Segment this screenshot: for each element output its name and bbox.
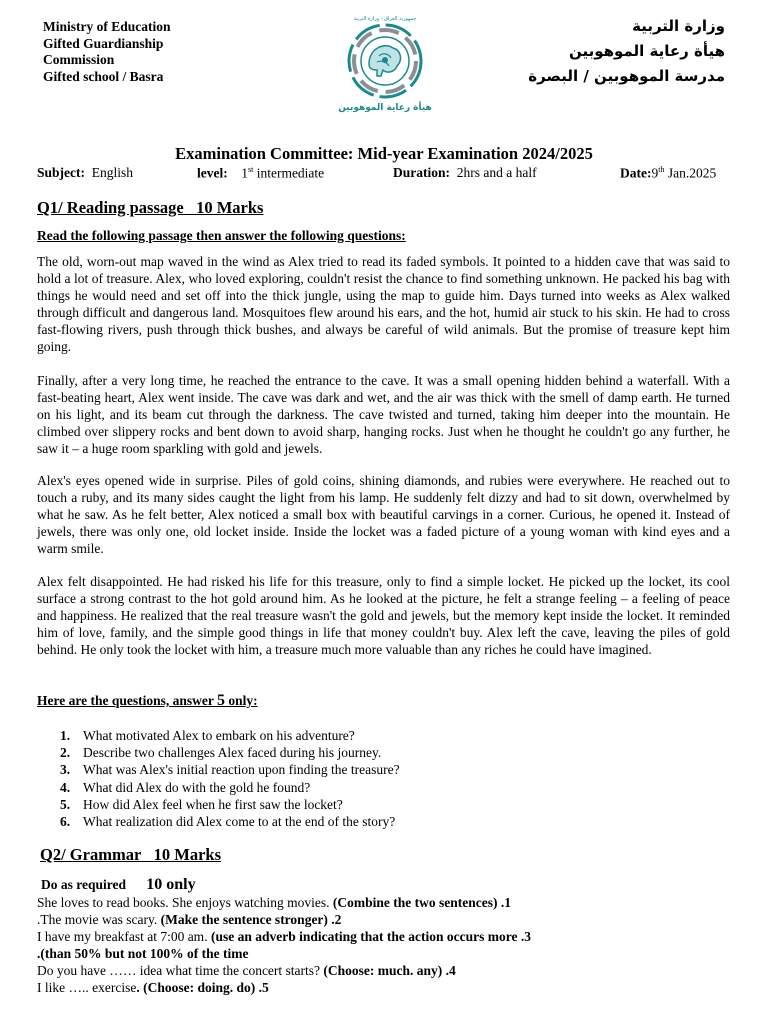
do-as-required — [41, 876, 196, 894]
duration-label: Duration: — [393, 165, 450, 180]
only-count: 10 only — [146, 876, 196, 893]
list-item: 3. What was Alex's initial reaction upon finding the treasure? — [60, 762, 400, 778]
level-label: level: — [197, 165, 228, 181]
question-list — [60, 727, 400, 830]
passage-paragraph-4: Alex felt disappointed. He had risked his life for this treasure, only to find a simple locket. He picked up the locket, its cool surface a strong contrast to the hot gold around him. As he looked at the picture, he felt a strange feeling – a feeling of peace and happiness. He realized that the real treasure wasn't the gold and jewels, but the memory kept inside the locket. It reminded him of love, family, and the simple good things in life that money couldn't buy. Alex left the cave, leaving the piles of gold behind. He only took the locket with him, a treasure much more valuable than any riches he could have imagined. — [37, 574, 730, 657]
date-day: 9 — [651, 165, 659, 181]
date-rest: Jan.2025 — [664, 165, 717, 181]
q2-marks: 10 Marks — [153, 845, 222, 864]
questions-intro-a: Here are the questions, answer — [37, 693, 217, 708]
ministry-line: Ministry of Education — [43, 19, 171, 34]
subject-label: Subject: — [37, 165, 85, 180]
q1-heading — [37, 198, 263, 218]
header-arabic-block — [528, 14, 725, 89]
q1-instruction: Read the following passage then answer the following questions: — [37, 228, 406, 243]
level-text: intermediate — [253, 165, 325, 181]
q1-title: Q1/ Reading passage — [37, 198, 184, 217]
grammar-item-3-continued: .(than 50% but not 100% of the time — [37, 946, 249, 961]
commission-logo — [335, 12, 435, 122]
commission-line-1: Gifted Guardianship — [43, 35, 164, 51]
grammar-item-5: I like ….. exercise. (Choose: doing. do) .5 — [37, 980, 269, 995]
arabic-school-line: مدرسة الموهوبين / البصرة — [528, 67, 725, 85]
list-item: 5. How did Alex feel when he first saw the locket? — [60, 796, 343, 812]
level-field — [197, 165, 324, 182]
commission-line-2: Commission — [43, 52, 115, 67]
passage-paragraph-2: Finally, after a very long time, he reached the entrance to the cave. It was a small opening hidden behind a waterfall. With a fast-beating heart, Alex went inside. The cave was dark and wet, and the air was thick with the smell of damp earth. He turned on his light, and its beam cut through the darkness. The cave twisted and turned, taking him deeper into the mountain. He climbed over slippery rocks and bent down to avoid sharp, hanging rocks. Just when he thought he couldn't go any further, he saw it – a huge room sparkling with gold and jewels. — [37, 373, 730, 456]
arabic-ministry-line: وزارة التربية — [632, 17, 725, 35]
passage-paragraph-3: Alex's eyes opened wide in surprise. Piles of gold coins, shining diamonds, and rubies were everywhere. He reached out to touch a ruby, and its many sides caught the light from his lamp. He suddenly felt dizzy and had to sit down, overwhelmed by what he saw. As he felt better, Alex noticed a small box with beautiful carvings in a corner. Curious, he opened it. Instead of jewels, there was only one, old locket inside. Inside the locket was a faded picture of a young woman with kind eyes and a warm smile. — [37, 473, 730, 556]
list-item: 6. What realization did Alex come to at the end of the story? — [60, 814, 396, 830]
date-field — [620, 165, 716, 182]
grammar-item-4: Do you have …… idea what time the concert starts? (Choose: much. any) .4 — [37, 963, 456, 978]
list-item: 4. What did Alex do with the gold he found? — [60, 779, 311, 795]
level-sup: st — [247, 165, 254, 174]
level-num: 1 — [241, 165, 248, 181]
arabic-commission-line: هيأة رعاية الموهوبين — [569, 42, 725, 60]
questions-intro-b: only: — [225, 693, 258, 708]
q1-marks: 10 Marks — [196, 198, 264, 217]
grammar-item-2: .The movie was scary. (Make the sentence stronger) .2 — [37, 912, 342, 927]
logo-bottom-text: هيأة رعاية الموهوبين — [338, 103, 432, 113]
date-label: Date: — [620, 165, 652, 181]
q2-title: Q2/ Grammar — [40, 845, 142, 864]
list-item: 2. Describe two challenges Alex faced during his journey. — [60, 745, 382, 761]
logo-top-text: جمهورية العراق - وزارة التربية — [353, 16, 417, 22]
header-english-block — [43, 19, 243, 85]
passage-paragraph-1: The old, worn-out map waved in the wind as Alex tried to read its faded symbols. It pointed to a hidden cave that was said to hold a lot of treasure. Alex, who loved exploring, couldn't resist the chance to find something unknown. He packed his bag with things he would need and set off into the thick jungle, using the map to guide him. Days turned into weeks as Alex walked through difficult and dangerous land. Mosquitoes flew around his ears, and the hot, humid air stuck to his skin. He had to cross fast-flowing rivers, push through thick bushes, and always be careful of wild animals. But the promise of treasure kept him going. — [37, 254, 730, 354]
questions-intro — [37, 692, 258, 710]
list-item: 1. What motivated Alex to embark on his adventure? — [60, 728, 355, 743]
school-line: Gifted school / Basra — [43, 68, 164, 84]
grammar-item-1: She loves to read books. She enjoys watching movies. (Combine the two sentences) .1 — [37, 895, 511, 910]
subject-field — [37, 165, 133, 181]
duration-value: 2hrs and a half — [456, 165, 537, 180]
do-as-required-label: Do as required — [41, 877, 127, 892]
exam-title: Examination Committee: Mid-year Examination 2024/2025 — [175, 144, 593, 163]
questions-intro-num: 5 — [217, 692, 225, 709]
logo-emblem-icon — [335, 12, 435, 122]
q2-heading — [40, 845, 221, 865]
grammar-item-3: I have my breakfast at 7:00 am. (use an adverb indicating that the action occurs more .3 — [37, 929, 531, 944]
duration-field — [393, 165, 537, 181]
date-sup: th — [658, 165, 665, 174]
subject-value: English — [91, 165, 134, 180]
